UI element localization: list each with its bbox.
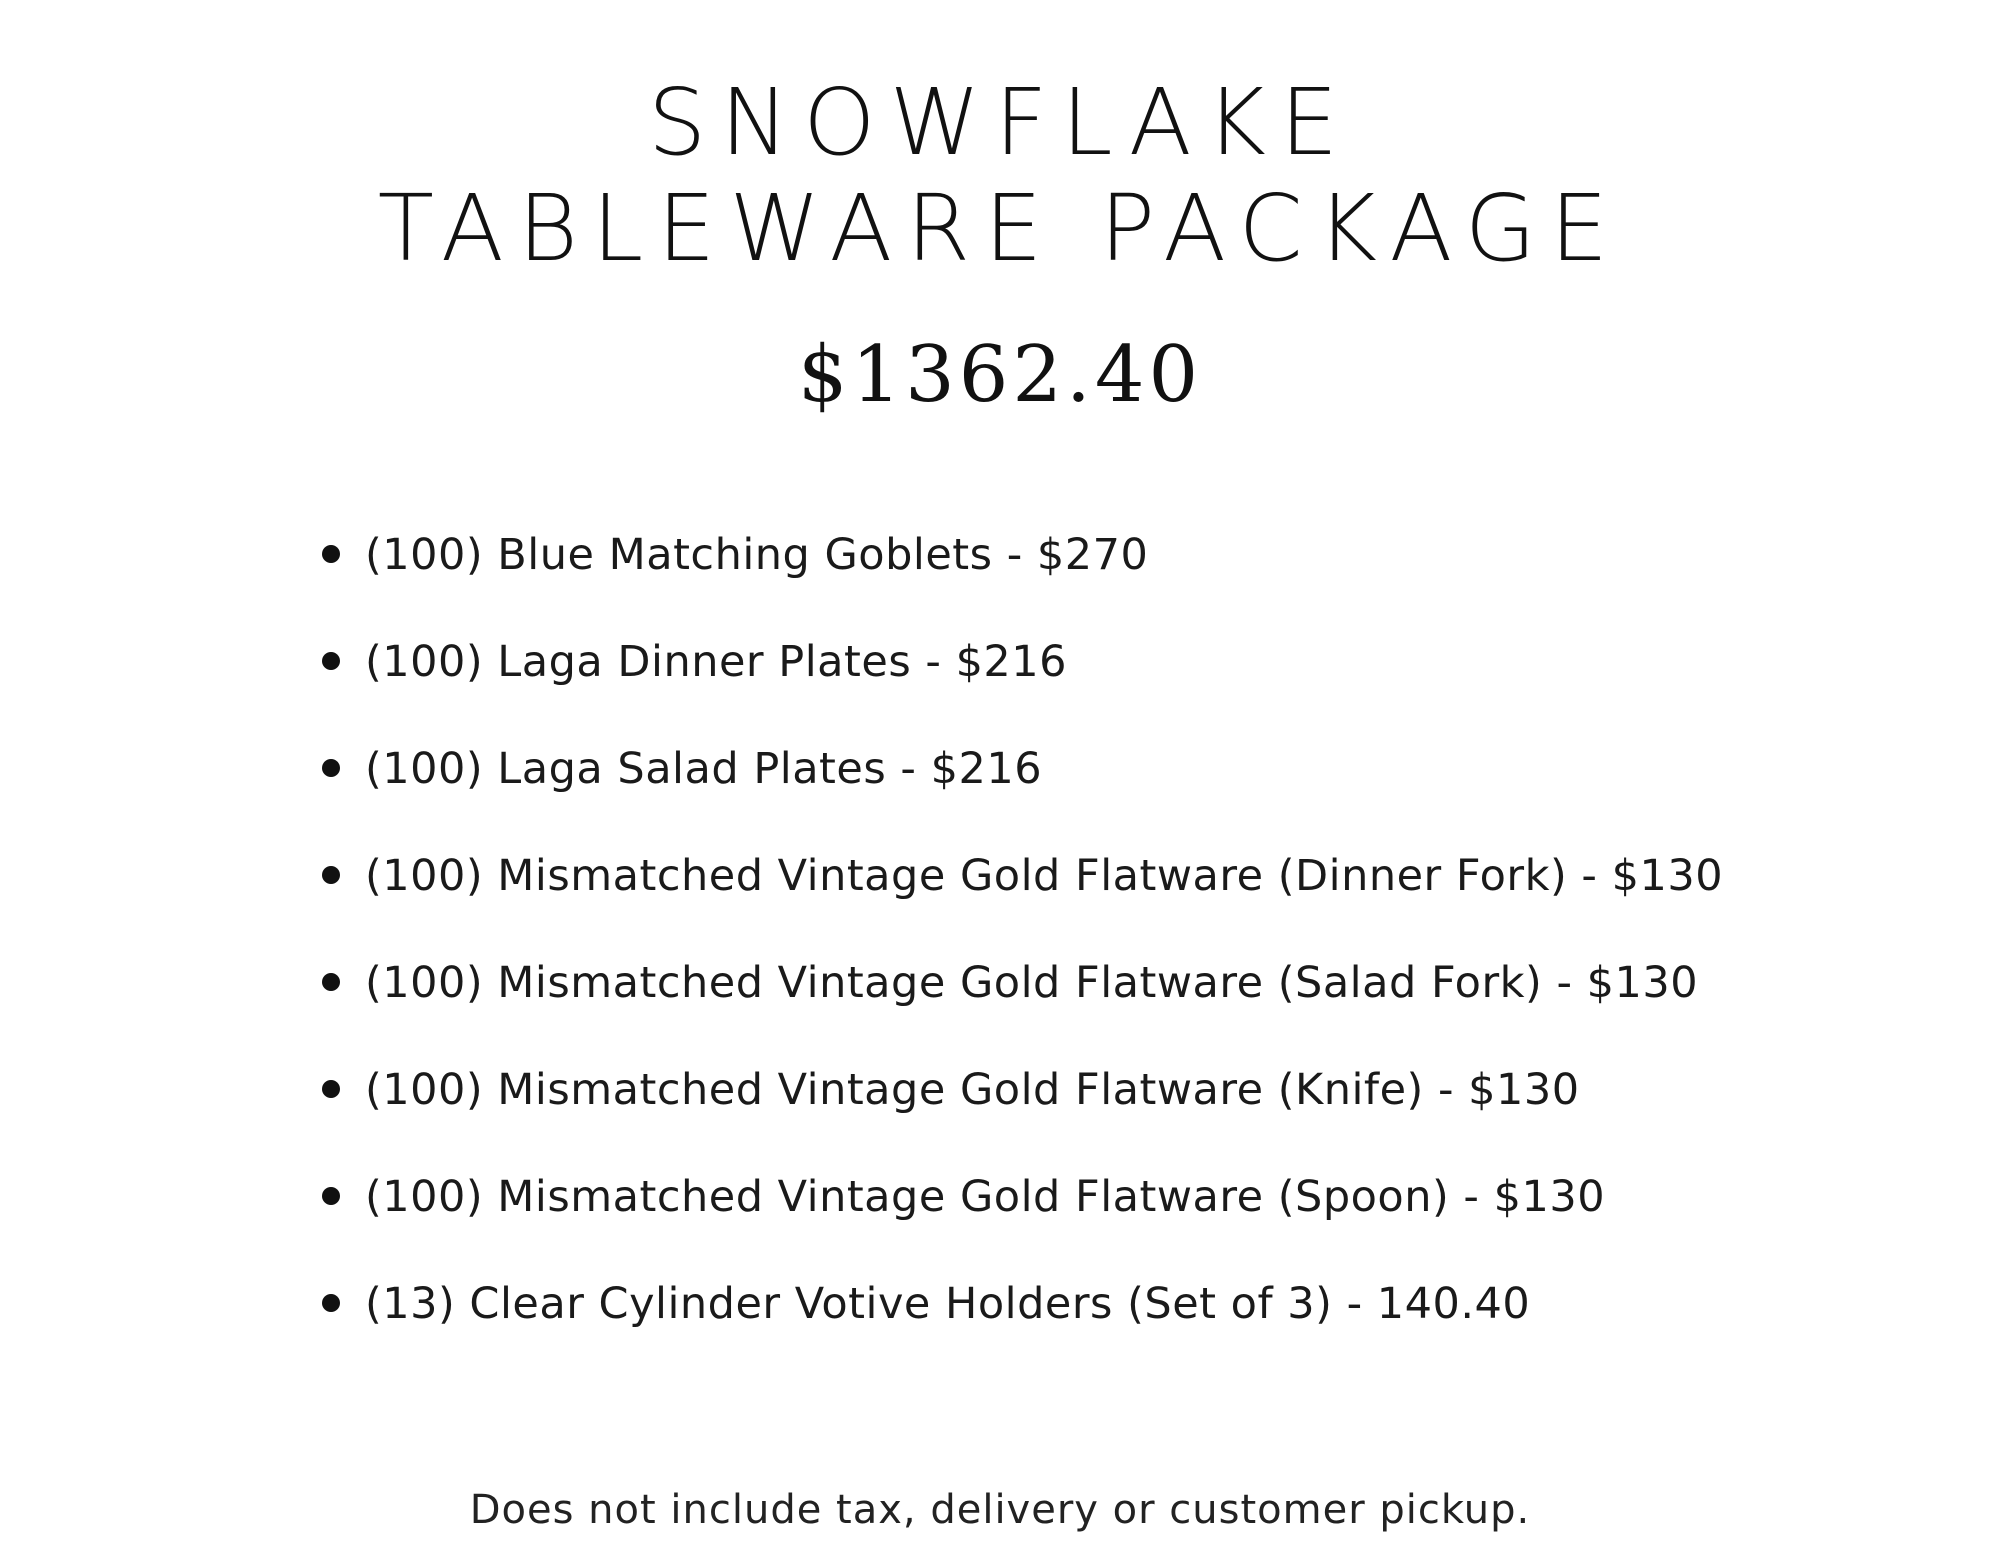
- list-item: [322, 734, 1822, 841]
- item-text: (100) Blue Matching Goblets - $270: [365, 530, 1149, 580]
- footer-note: Does not include tax, delivery or customer pickup.: [469, 1487, 1531, 1533]
- bullet-icon: [322, 1080, 340, 1098]
- bullet-icon: [322, 652, 340, 670]
- list-item: [322, 1162, 1822, 1269]
- item-list: [322, 520, 1822, 1376]
- list-item: [322, 520, 1822, 627]
- list-item: [322, 1055, 1822, 1162]
- bullet-icon: [322, 1294, 340, 1312]
- list-item: [322, 948, 1822, 1055]
- bullet-icon: [322, 973, 340, 991]
- bullet-icon: [322, 545, 340, 563]
- item-text: (100) Laga Salad Plates - $216: [365, 744, 1043, 794]
- bullet-icon: [322, 1187, 340, 1205]
- item-text: (13) Clear Cylinder Votive Holders (Set of 3) - 140.40: [365, 1279, 1531, 1329]
- package-price: $1362.40: [797, 330, 1203, 420]
- item-text: (100) Mismatched Vintage Gold Flatware (Knife) - $130: [365, 1065, 1580, 1115]
- item-text: (100) Mismatched Vintage Gold Flatware (Spoon) - $130: [365, 1172, 1606, 1222]
- list-item: [322, 841, 1822, 948]
- bullet-icon: [322, 866, 340, 884]
- item-text: (100) Mismatched Vintage Gold Flatware (Salad Fork) - $130: [365, 958, 1699, 1008]
- item-text: (100) Mismatched Vintage Gold Flatware (Dinner Fork) - $130: [365, 851, 1724, 901]
- page-title: [0, 70, 2000, 282]
- item-text: (100) Laga Dinner Plates - $216: [365, 637, 1068, 687]
- list-item: [322, 627, 1822, 734]
- title-line-1: SNOWFLAKE: [647, 69, 1353, 176]
- list-item: [322, 1269, 1822, 1376]
- bullet-icon: [322, 759, 340, 777]
- title-line-2: TABLEWARE PACKAGE: [377, 175, 1623, 282]
